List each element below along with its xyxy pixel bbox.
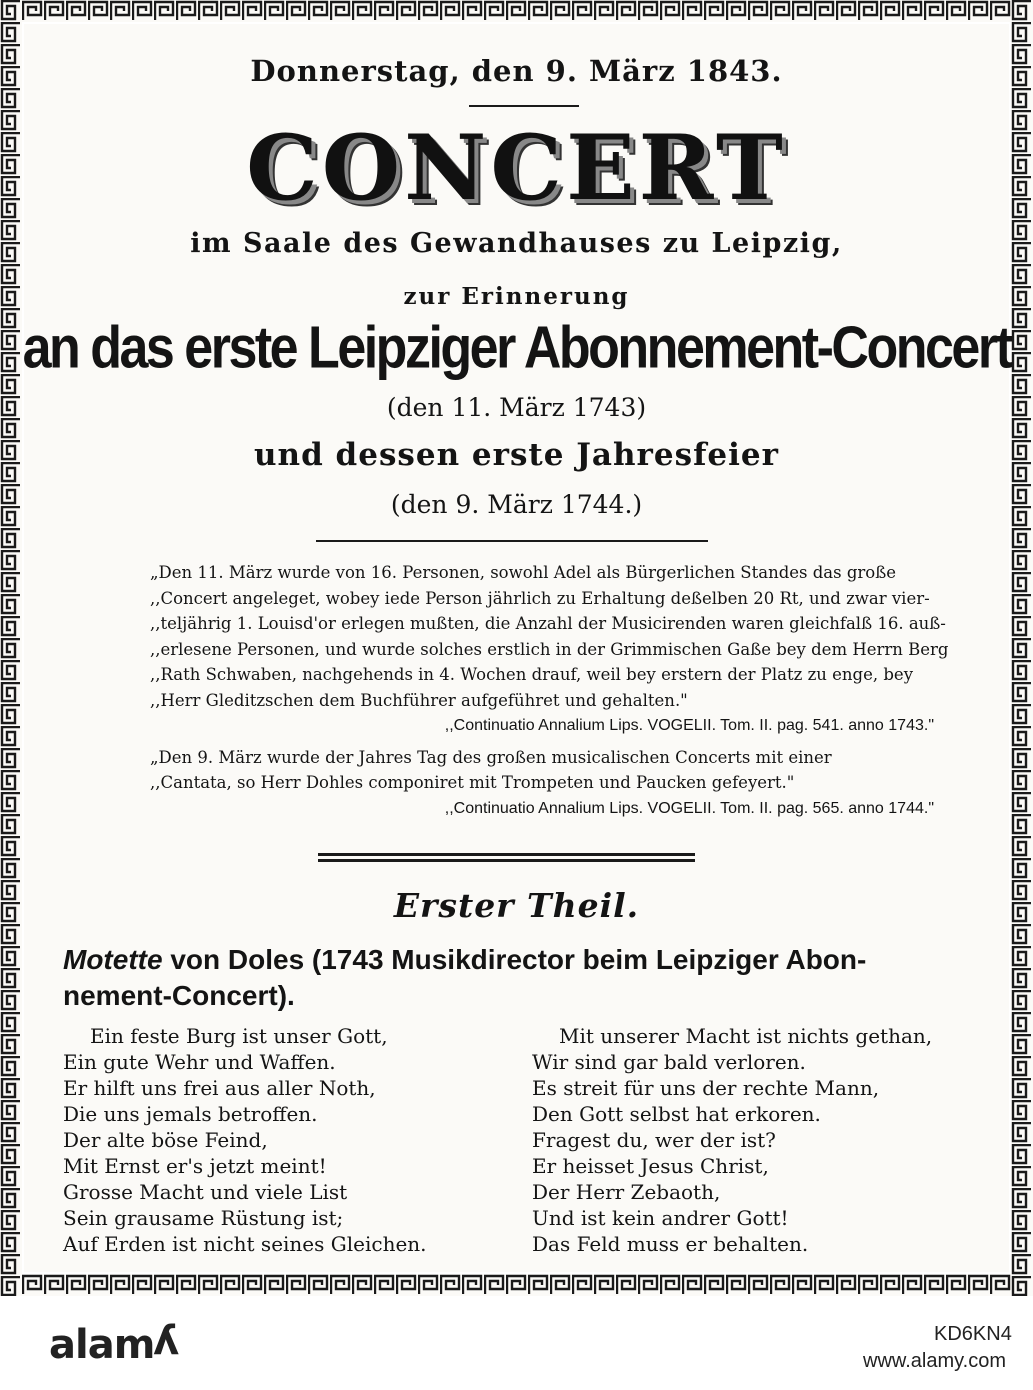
verse-line: Und ist kein andrer Gott! (532, 1206, 789, 1230)
hymn-stanza-right (532, 1023, 932, 1257)
watermark-url: www.alamy.com (863, 1350, 1006, 1372)
headline: an das erste Leipziger Abonnement-Concert (22, 314, 1011, 382)
venue-line: im Saale des Gewandhauses zu Leipzig, (190, 228, 843, 259)
quote-line: ,,Concert angeleget, wobey iede Person jährlich zu Erhaltung deßelben 20 Rt, und zwar vier- (150, 588, 930, 608)
section-heading: Erster Theil. (393, 886, 640, 925)
verse-line: Die uns jemals betroffen. (63, 1102, 318, 1126)
memory-line: zur Erinnerung (403, 283, 630, 310)
motet-label: Motette (63, 944, 163, 975)
date-1744: (den 9. März 1744.) (390, 490, 643, 519)
verse-line: Das Feld muss er behalten. (532, 1232, 809, 1256)
greek-key-border-bottom (0, 1274, 1033, 1296)
verse-line: Mit unserer Macht ist nichts gethan, (559, 1024, 933, 1048)
verse-line: Wir sind gar bald verloren. (532, 1050, 806, 1074)
verse-line: Der alte böse Feind, (63, 1128, 268, 1152)
quote-line: ,,teljährig 1. Louisd'or erlegen mußten, die Anzahl der Musicirenden waren gleichfalß 16. auß- (150, 614, 946, 633)
quote-line: ,,erlesene Personen, und wurde solches erstlich in der Grimmischen Gaße bey dem Herrn Berg (150, 639, 949, 659)
alamy-logo (49, 1322, 179, 1368)
verse-line: Der Herr Zebaoth, (532, 1180, 721, 1204)
verse-line: Er heisset Jesus Christ, (532, 1154, 769, 1178)
double-divider-top (318, 853, 695, 856)
double-divider-bottom (318, 859, 695, 862)
image-code: KD6KN4 (934, 1323, 1012, 1345)
motet-text-continued: nement-Concert). (63, 980, 295, 1011)
logo-text-flipped: y (154, 1322, 180, 1368)
quote-line: „Den 9. März wurde der Jahres Tag des großen musicalischen Concerts mit einer (150, 747, 832, 767)
verse-line: Ein feste Burg ist unser Gott, (90, 1024, 388, 1048)
quote-line: „Den 11. März wurde von 16. Personen, sowohl Adel als Bürgerlichen Standes das große (150, 563, 897, 582)
subheadline: und dessen erste Jahresfeier (254, 437, 779, 473)
historical-quotes (150, 560, 980, 821)
quote-citation: ,,Continuatio Annalium Lips. VOGELII. Tom. II. pag. 565. anno 1744." (444, 799, 934, 817)
verse-line: Fragest du, wer der ist? (532, 1128, 776, 1152)
quote-line: ,,Herr Gleditzschen dem Buchführer aufgeführet und gehalten." (150, 690, 688, 710)
motet-title (63, 942, 983, 1014)
hymn-stanza-left (63, 1023, 427, 1257)
verse-line: Sein grausame Rüstung ist; (63, 1206, 344, 1230)
verse-line: Es streit für uns der rechte Mann, (532, 1076, 880, 1100)
motet-text: von Doles (1743 Musikdirector beim Leipziger Abon- (170, 944, 867, 975)
date-line: Donnerstag, den 9. März 1843. (250, 54, 783, 88)
verse-line: Er hilft uns frei aus aller Noth, (63, 1076, 376, 1100)
verse-line: Mit Ernst er's jetzt meint! (63, 1154, 327, 1178)
verse-line: Auf Erden ist nicht seines Gleichen. (63, 1232, 427, 1256)
verse-line: Den Gott selbst hat erkoren. (532, 1102, 821, 1126)
poster-title: CONCERT (246, 115, 787, 221)
quote-citation: ,,Continuatio Annalium Lips. VOGELII. Tom. II. pag. 541. anno 1743." (444, 717, 934, 734)
quote-line: ,,Cantata, so Herr Dohles componiret mit Trompeten und Paucken gefeyert." (150, 773, 795, 792)
divider-quote (316, 540, 708, 542)
verse-line: Grosse Macht und viele List (63, 1180, 348, 1204)
quote-line: ,,Rath Schwaben, nachgehends in 4. Wochen drauf, weil bey erstern der Platz zu enge, bey (150, 665, 914, 684)
date-1743: (den 11. März 1743) (386, 393, 647, 422)
greek-key-border-top (0, 0, 1033, 22)
logo-text: alam (49, 1322, 155, 1368)
divider-short (469, 105, 579, 107)
verse-line: Ein gute Wehr und Waffen. (63, 1050, 336, 1074)
